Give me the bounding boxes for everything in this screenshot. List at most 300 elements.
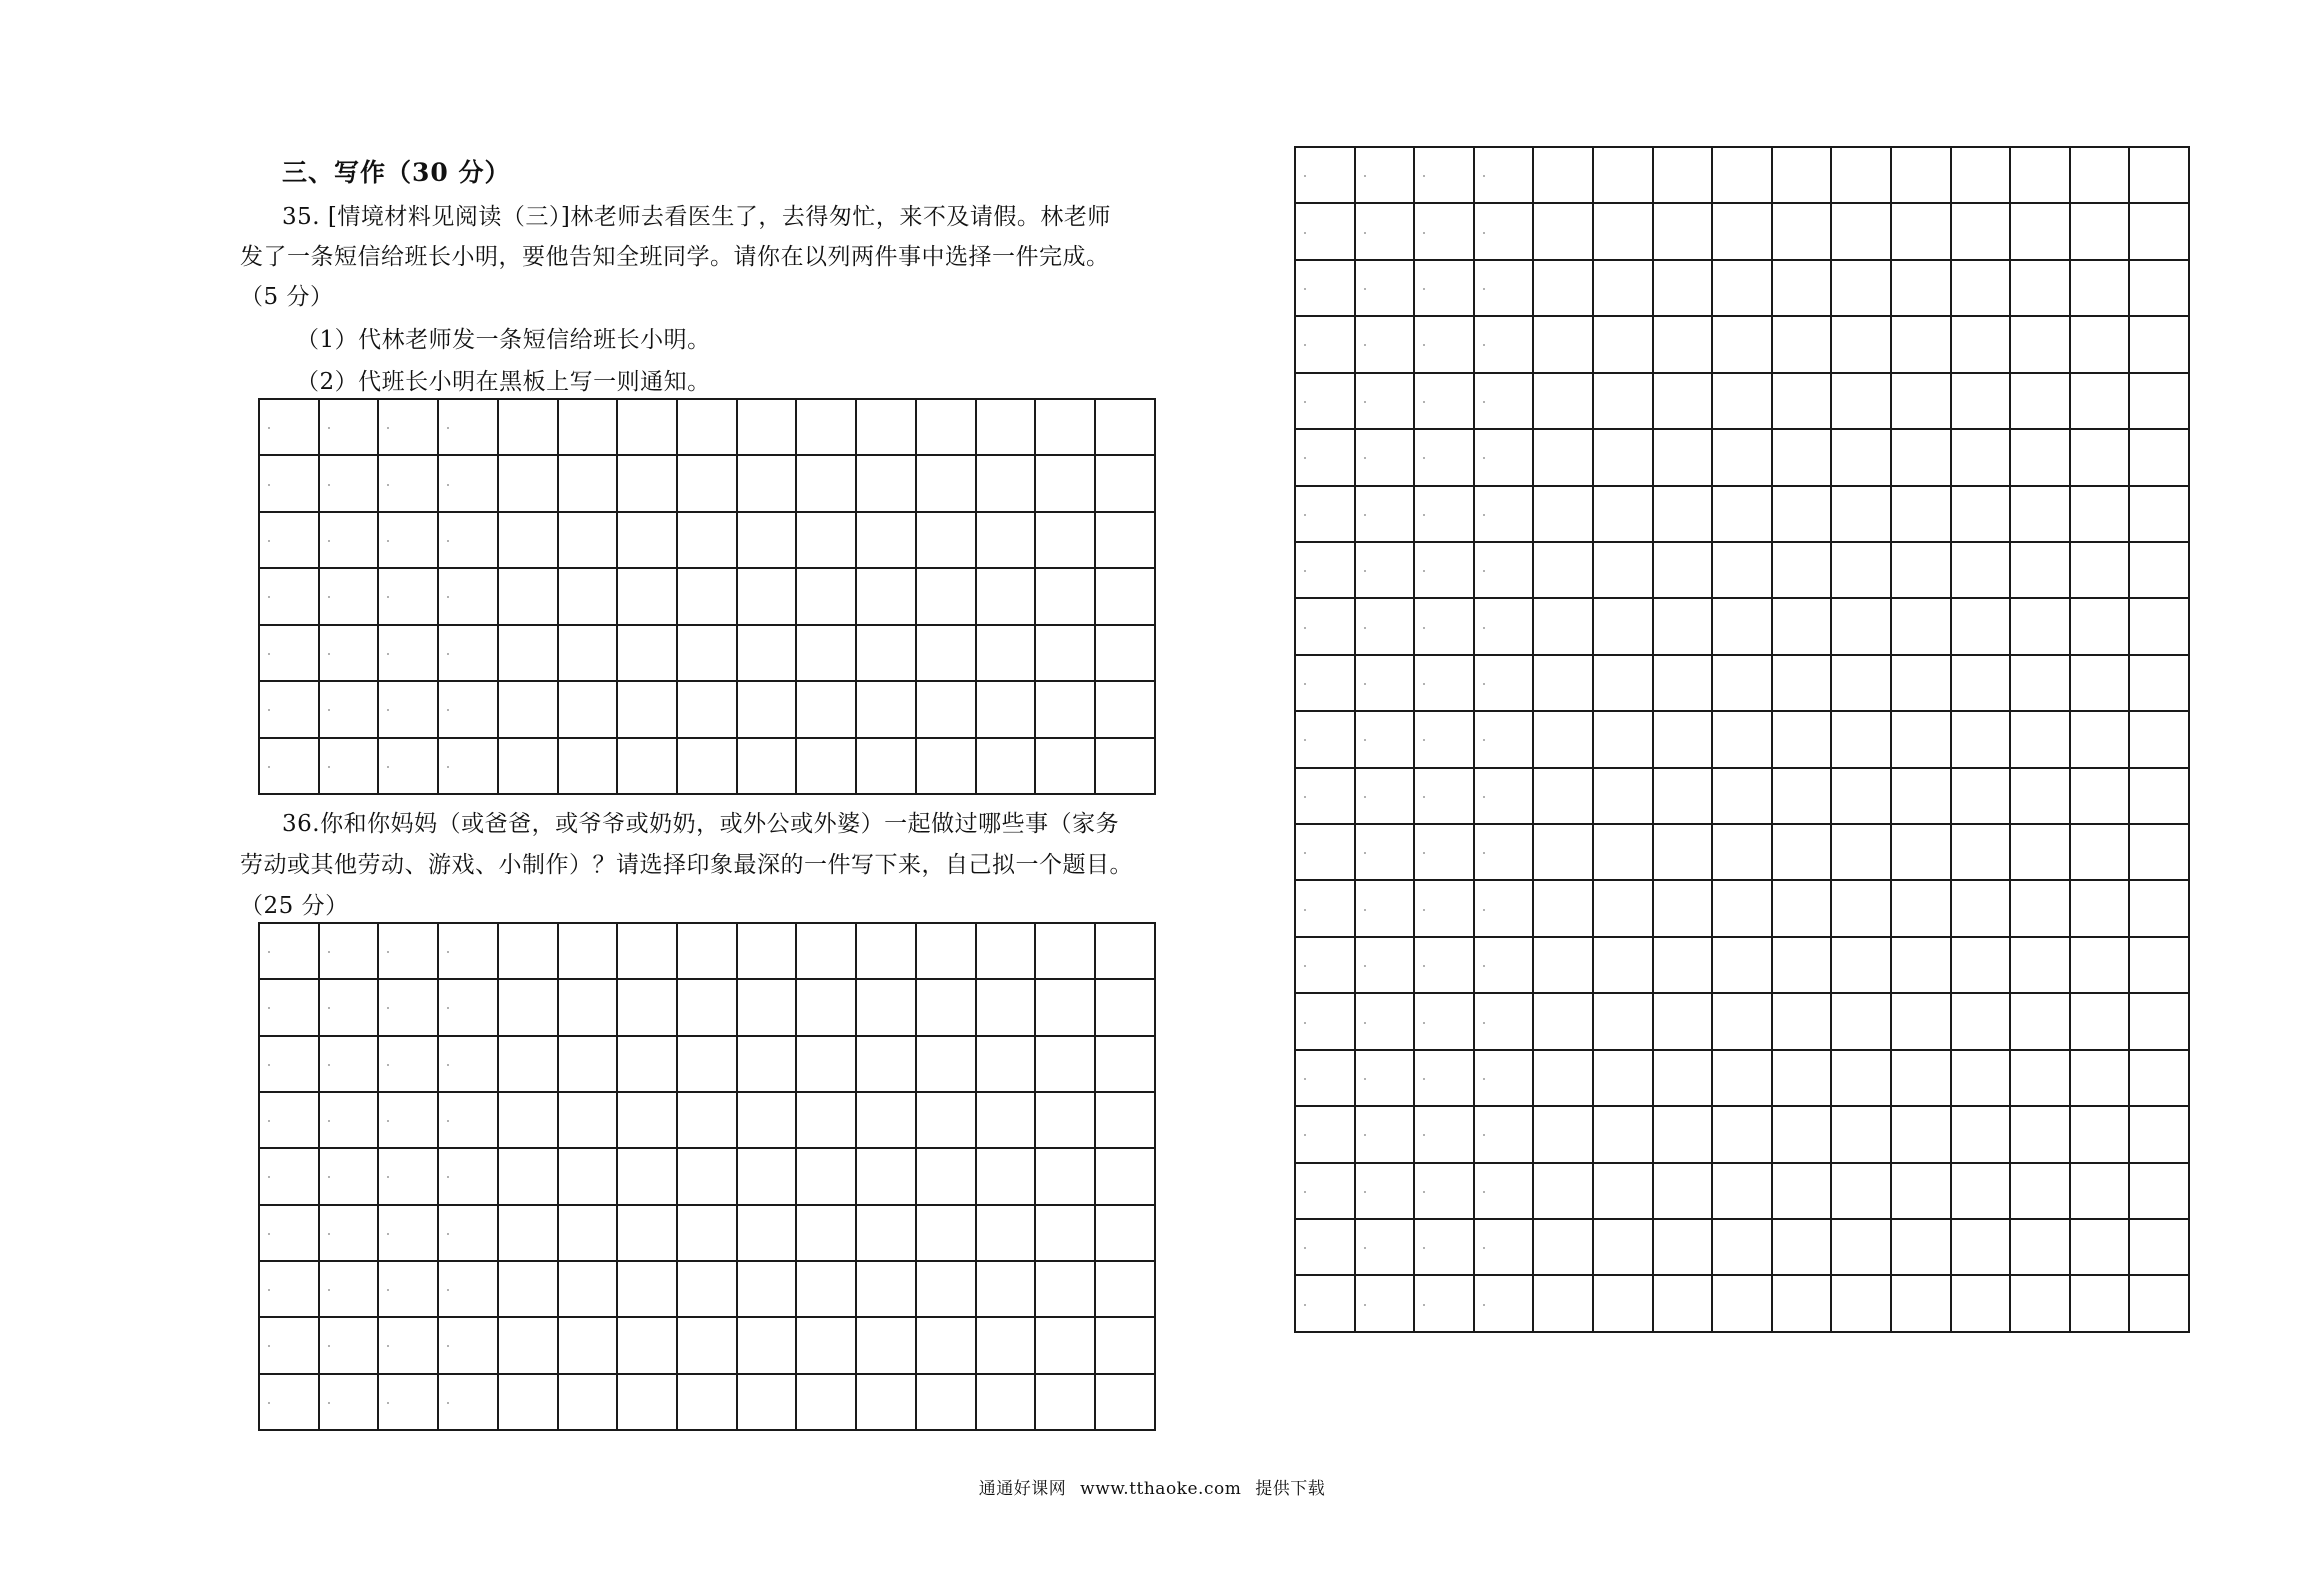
grid-cell[interactable] [1653,316,1713,372]
grid-cell[interactable] [1474,316,1534,372]
grid-cell[interactable] [1831,655,1891,711]
grid-cell[interactable] [1095,1317,1155,1373]
grid-cell[interactable] [1295,824,1355,880]
grid-cell[interactable] [2129,1275,2189,1332]
grid-cell[interactable] [1772,260,1832,316]
grid-cell[interactable] [1772,1050,1832,1106]
grid-cell[interactable] [916,1036,976,1092]
grid-cell[interactable] [1355,260,1415,316]
grid-cell[interactable] [259,923,319,979]
grid-cell[interactable] [796,455,856,511]
grid-cell[interactable] [1355,993,1415,1049]
grid-cell[interactable] [796,923,856,979]
grid-cell[interactable] [677,625,737,681]
grid-cell[interactable] [438,1205,498,1261]
grid-cell[interactable] [1712,824,1772,880]
grid-cell[interactable] [856,1205,916,1261]
grid-cell[interactable] [976,1261,1036,1317]
grid-cell[interactable] [617,681,677,737]
grid-cell[interactable] [2070,937,2130,993]
grid-cell[interactable] [1772,316,1832,372]
grid-cell[interactable] [617,455,677,511]
grid-cell[interactable] [1831,1050,1891,1106]
grid-cell[interactable] [856,1261,916,1317]
grid-cell[interactable] [1474,542,1534,598]
grid-cell[interactable] [1414,147,1474,203]
grid-cell[interactable] [259,512,319,568]
grid-cell[interactable] [1712,373,1772,429]
grid-cell[interactable] [1355,373,1415,429]
grid-cell[interactable] [976,455,1036,511]
grid-cell[interactable] [1712,542,1772,598]
grid-cell[interactable] [916,625,976,681]
grid-cell[interactable] [1831,373,1891,429]
grid-cell[interactable] [1474,260,1534,316]
grid-cell[interactable] [1295,880,1355,936]
grid-cell[interactable] [438,1092,498,1148]
grid-cell[interactable] [976,1374,1036,1430]
grid-cell[interactable] [498,1092,558,1148]
grid-cell[interactable] [916,738,976,794]
grid-cell[interactable] [1951,824,2011,880]
grid-cell[interactable] [1533,203,1593,259]
grid-cell[interactable] [378,923,438,979]
grid-cell[interactable] [1831,316,1891,372]
grid-cell[interactable] [498,1148,558,1204]
grid-cell[interactable] [1593,768,1653,824]
grid-cell[interactable] [916,1148,976,1204]
grid-cell[interactable] [1772,1219,1832,1275]
grid-cell[interactable] [1593,542,1653,598]
grid-cell[interactable] [1891,1106,1951,1162]
grid-cell[interactable] [498,455,558,511]
grid-cell[interactable] [378,1092,438,1148]
grid-cell[interactable] [1035,568,1095,624]
grid-cell[interactable] [856,738,916,794]
grid-cell[interactable] [2129,429,2189,485]
grid-cell[interactable] [677,1148,737,1204]
grid-cell[interactable] [796,399,856,455]
grid-cell[interactable] [856,568,916,624]
grid-cell[interactable] [2070,542,2130,598]
grid-cell[interactable] [796,1374,856,1430]
grid-cell[interactable] [1593,937,1653,993]
grid-cell[interactable] [1095,455,1155,511]
grid-cell[interactable] [1295,598,1355,654]
grid-cell[interactable] [1593,655,1653,711]
grid-cell[interactable] [2070,316,2130,372]
grid-cell[interactable] [319,681,379,737]
grid-cell[interactable] [2129,655,2189,711]
grid-cell[interactable] [2070,768,2130,824]
grid-cell[interactable] [1295,373,1355,429]
grid-cell[interactable] [558,455,618,511]
grid-cell[interactable] [1095,1205,1155,1261]
grid-cell[interactable] [1653,1275,1713,1332]
grid-cell[interactable] [319,1036,379,1092]
grid-cell[interactable] [1653,1106,1713,1162]
grid-cell[interactable] [1772,147,1832,203]
grid-cell[interactable] [1295,147,1355,203]
grid-cell[interactable] [1035,979,1095,1035]
grid-cell[interactable] [1035,455,1095,511]
grid-cell[interactable] [2070,373,2130,429]
grid-cell[interactable] [498,1205,558,1261]
grid-cell[interactable] [1891,1163,1951,1219]
grid-cell[interactable] [1891,598,1951,654]
grid-cell[interactable] [1772,937,1832,993]
grid-cell[interactable] [1295,1163,1355,1219]
grid-cell[interactable] [2070,1050,2130,1106]
grid-cell[interactable] [1414,993,1474,1049]
grid-cell[interactable] [1533,1275,1593,1332]
grid-cell[interactable] [498,1317,558,1373]
grid-cell[interactable] [2010,768,2070,824]
grid-cell[interactable] [1593,598,1653,654]
grid-cell[interactable] [1951,768,2011,824]
grid-cell[interactable] [1035,1092,1095,1148]
grid-cell[interactable] [737,738,797,794]
grid-cell[interactable] [1414,486,1474,542]
grid-cell[interactable] [1474,824,1534,880]
grid-cell[interactable] [2129,260,2189,316]
grid-cell[interactable] [378,455,438,511]
grid-cell[interactable] [737,1148,797,1204]
grid-cell[interactable] [856,979,916,1035]
grid-cell[interactable] [1712,147,1772,203]
grid-cell[interactable] [2129,1106,2189,1162]
grid-cell[interactable] [259,1148,319,1204]
grid-cell[interactable] [737,1092,797,1148]
grid-cell[interactable] [1891,768,1951,824]
grid-cell[interactable] [1035,738,1095,794]
grid-cell[interactable] [1891,824,1951,880]
grid-cell[interactable] [1772,486,1832,542]
grid-cell[interactable] [1951,147,2011,203]
grid-cell[interactable] [677,1374,737,1430]
grid-cell[interactable] [1712,486,1772,542]
grid-cell[interactable] [737,1317,797,1373]
grid-cell[interactable] [1712,768,1772,824]
grid-cell[interactable] [1712,711,1772,767]
grid-cell[interactable] [1712,1106,1772,1162]
grid-cell[interactable] [2129,824,2189,880]
grid-cell[interactable] [1095,923,1155,979]
grid-cell[interactable] [1414,937,1474,993]
grid-cell[interactable] [2129,147,2189,203]
grid-cell[interactable] [1951,711,2011,767]
grid-cell[interactable] [259,399,319,455]
grid-cell[interactable] [2129,203,2189,259]
grid-cell[interactable] [1035,1205,1095,1261]
grid-cell[interactable] [916,455,976,511]
grid-cell[interactable] [796,1317,856,1373]
grid-cell[interactable] [1474,429,1534,485]
grid-cell[interactable] [259,1092,319,1148]
grid-cell[interactable] [1593,486,1653,542]
grid-cell[interactable] [1951,486,2011,542]
q36-answer-grid-right[interactable] [1294,146,2190,1333]
grid-cell[interactable] [1035,1036,1095,1092]
q36-answer-grid-left[interactable] [258,922,1156,1431]
grid-cell[interactable] [856,1317,916,1373]
grid-cell[interactable] [856,399,916,455]
grid-cell[interactable] [2010,880,2070,936]
grid-cell[interactable] [737,399,797,455]
grid-cell[interactable] [617,399,677,455]
grid-cell[interactable] [916,568,976,624]
grid-cell[interactable] [976,681,1036,737]
grid-cell[interactable] [1414,880,1474,936]
grid-cell[interactable] [1295,937,1355,993]
grid-cell[interactable] [677,1205,737,1261]
grid-cell[interactable] [1653,1163,1713,1219]
grid-cell[interactable] [1295,203,1355,259]
grid-cell[interactable] [617,1092,677,1148]
grid-cell[interactable] [1355,486,1415,542]
grid-cell[interactable] [1474,993,1534,1049]
grid-cell[interactable] [319,399,379,455]
grid-cell[interactable] [976,1317,1036,1373]
grid-cell[interactable] [796,681,856,737]
grid-cell[interactable] [1891,1275,1951,1332]
grid-cell[interactable] [259,568,319,624]
grid-cell[interactable] [1951,373,2011,429]
grid-cell[interactable] [1474,1163,1534,1219]
grid-cell[interactable] [1891,260,1951,316]
grid-cell[interactable] [1593,1219,1653,1275]
grid-cell[interactable] [1831,486,1891,542]
grid-cell[interactable] [1712,993,1772,1049]
grid-cell[interactable] [2070,260,2130,316]
grid-cell[interactable] [1474,1275,1534,1332]
grid-cell[interactable] [1951,937,2011,993]
grid-cell[interactable] [856,923,916,979]
grid-cell[interactable] [1653,542,1713,598]
grid-cell[interactable] [1414,655,1474,711]
grid-cell[interactable] [1533,1219,1593,1275]
grid-cell[interactable] [1891,711,1951,767]
grid-cell[interactable] [1653,655,1713,711]
grid-cell[interactable] [558,923,618,979]
grid-cell[interactable] [976,625,1036,681]
grid-cell[interactable] [378,681,438,737]
grid-cell[interactable] [1772,655,1832,711]
grid-cell[interactable] [558,1205,618,1261]
grid-cell[interactable] [259,1205,319,1261]
grid-cell[interactable] [856,1374,916,1430]
grid-cell[interactable] [259,1374,319,1430]
grid-cell[interactable] [796,625,856,681]
grid-cell[interactable] [319,923,379,979]
grid-cell[interactable] [1891,373,1951,429]
grid-cell[interactable] [617,625,677,681]
grid-cell[interactable] [976,1148,1036,1204]
grid-cell[interactable] [1533,373,1593,429]
grid-cell[interactable] [916,681,976,737]
grid-cell[interactable] [856,681,916,737]
grid-cell[interactable] [558,681,618,737]
grid-cell[interactable] [1593,316,1653,372]
grid-cell[interactable] [1891,542,1951,598]
grid-cell[interactable] [1653,711,1713,767]
grid-cell[interactable] [498,979,558,1035]
grid-cell[interactable] [438,1261,498,1317]
grid-cell[interactable] [1474,1106,1534,1162]
grid-cell[interactable] [677,1092,737,1148]
grid-cell[interactable] [558,512,618,568]
grid-cell[interactable] [1712,203,1772,259]
grid-cell[interactable] [1095,681,1155,737]
grid-cell[interactable] [2070,203,2130,259]
grid-cell[interactable] [1772,1106,1832,1162]
grid-cell[interactable] [976,399,1036,455]
grid-cell[interactable] [319,1092,379,1148]
grid-cell[interactable] [2010,937,2070,993]
grid-cell[interactable] [1035,399,1095,455]
grid-cell[interactable] [1653,993,1713,1049]
grid-cell[interactable] [1533,993,1593,1049]
grid-cell[interactable] [2070,429,2130,485]
grid-cell[interactable] [2129,373,2189,429]
grid-cell[interactable] [259,1317,319,1373]
grid-cell[interactable] [378,399,438,455]
grid-cell[interactable] [1891,486,1951,542]
grid-cell[interactable] [558,625,618,681]
grid-cell[interactable] [1831,824,1891,880]
grid-cell[interactable] [677,568,737,624]
grid-cell[interactable] [2070,598,2130,654]
grid-cell[interactable] [1414,598,1474,654]
grid-cell[interactable] [2129,598,2189,654]
grid-cell[interactable] [498,399,558,455]
grid-cell[interactable] [1355,316,1415,372]
grid-cell[interactable] [916,1374,976,1430]
grid-cell[interactable] [1951,1163,2011,1219]
grid-cell[interactable] [2010,1050,2070,1106]
grid-cell[interactable] [916,923,976,979]
grid-cell[interactable] [916,1205,976,1261]
grid-cell[interactable] [2010,598,2070,654]
grid-cell[interactable] [1533,655,1593,711]
grid-cell[interactable] [796,1261,856,1317]
grid-cell[interactable] [796,568,856,624]
grid-cell[interactable] [1712,1163,1772,1219]
grid-cell[interactable] [2129,486,2189,542]
grid-cell[interactable] [438,738,498,794]
grid-cell[interactable] [2129,937,2189,993]
grid-cell[interactable] [1593,373,1653,429]
grid-cell[interactable] [1653,429,1713,485]
grid-cell[interactable] [1653,1219,1713,1275]
grid-cell[interactable] [319,979,379,1035]
grid-cell[interactable] [1355,1275,1415,1332]
grid-cell[interactable] [1533,880,1593,936]
grid-cell[interactable] [378,512,438,568]
grid-cell[interactable] [1951,1275,2011,1332]
grid-cell[interactable] [1295,1275,1355,1332]
grid-cell[interactable] [2070,824,2130,880]
grid-cell[interactable] [1414,1106,1474,1162]
grid-cell[interactable] [737,568,797,624]
grid-cell[interactable] [2070,147,2130,203]
grid-cell[interactable] [976,979,1036,1035]
grid-cell[interactable] [1295,316,1355,372]
grid-cell[interactable] [1035,1148,1095,1204]
grid-cell[interactable] [1891,316,1951,372]
grid-cell[interactable] [1712,260,1772,316]
grid-cell[interactable] [617,979,677,1035]
grid-cell[interactable] [1533,768,1593,824]
grid-cell[interactable] [1355,655,1415,711]
grid-cell[interactable] [2010,373,2070,429]
grid-cell[interactable] [1891,1219,1951,1275]
grid-cell[interactable] [1831,711,1891,767]
grid-cell[interactable] [617,568,677,624]
grid-cell[interactable] [259,625,319,681]
grid-cell[interactable] [1474,711,1534,767]
grid-cell[interactable] [319,1261,379,1317]
grid-cell[interactable] [1355,542,1415,598]
grid-cell[interactable] [558,1261,618,1317]
grid-cell[interactable] [617,512,677,568]
grid-cell[interactable] [1831,203,1891,259]
grid-cell[interactable] [1295,429,1355,485]
grid-cell[interactable] [1414,1163,1474,1219]
grid-cell[interactable] [2070,1275,2130,1332]
grid-cell[interactable] [1474,1050,1534,1106]
grid-cell[interactable] [1295,1050,1355,1106]
grid-cell[interactable] [1533,824,1593,880]
grid-cell[interactable] [319,1317,379,1373]
grid-cell[interactable] [259,738,319,794]
grid-cell[interactable] [1474,768,1534,824]
grid-cell[interactable] [2129,993,2189,1049]
grid-cell[interactable] [1772,373,1832,429]
grid-cell[interactable] [1035,512,1095,568]
grid-cell[interactable] [1653,880,1713,936]
grid-cell[interactable] [1414,203,1474,259]
grid-cell[interactable] [2070,655,2130,711]
grid-cell[interactable] [1593,1163,1653,1219]
grid-cell[interactable] [2129,316,2189,372]
grid-cell[interactable] [2070,711,2130,767]
grid-cell[interactable] [796,1148,856,1204]
grid-cell[interactable] [617,1148,677,1204]
grid-cell[interactable] [1593,711,1653,767]
grid-cell[interactable] [856,455,916,511]
grid-cell[interactable] [1951,1219,2011,1275]
grid-cell[interactable] [1831,993,1891,1049]
grid-cell[interactable] [1414,1050,1474,1106]
grid-cell[interactable] [498,738,558,794]
grid-cell[interactable] [1653,824,1713,880]
grid-cell[interactable] [1593,1106,1653,1162]
grid-cell[interactable] [1951,880,2011,936]
grid-cell[interactable] [1355,147,1415,203]
grid-cell[interactable] [319,455,379,511]
grid-cell[interactable] [1295,542,1355,598]
grid-cell[interactable] [2010,429,2070,485]
grid-cell[interactable] [617,1036,677,1092]
grid-cell[interactable] [1712,655,1772,711]
grid-cell[interactable] [796,979,856,1035]
grid-cell[interactable] [1414,824,1474,880]
grid-cell[interactable] [2010,1106,2070,1162]
grid-cell[interactable] [1951,1050,2011,1106]
grid-cell[interactable] [1095,568,1155,624]
grid-cell[interactable] [1891,993,1951,1049]
